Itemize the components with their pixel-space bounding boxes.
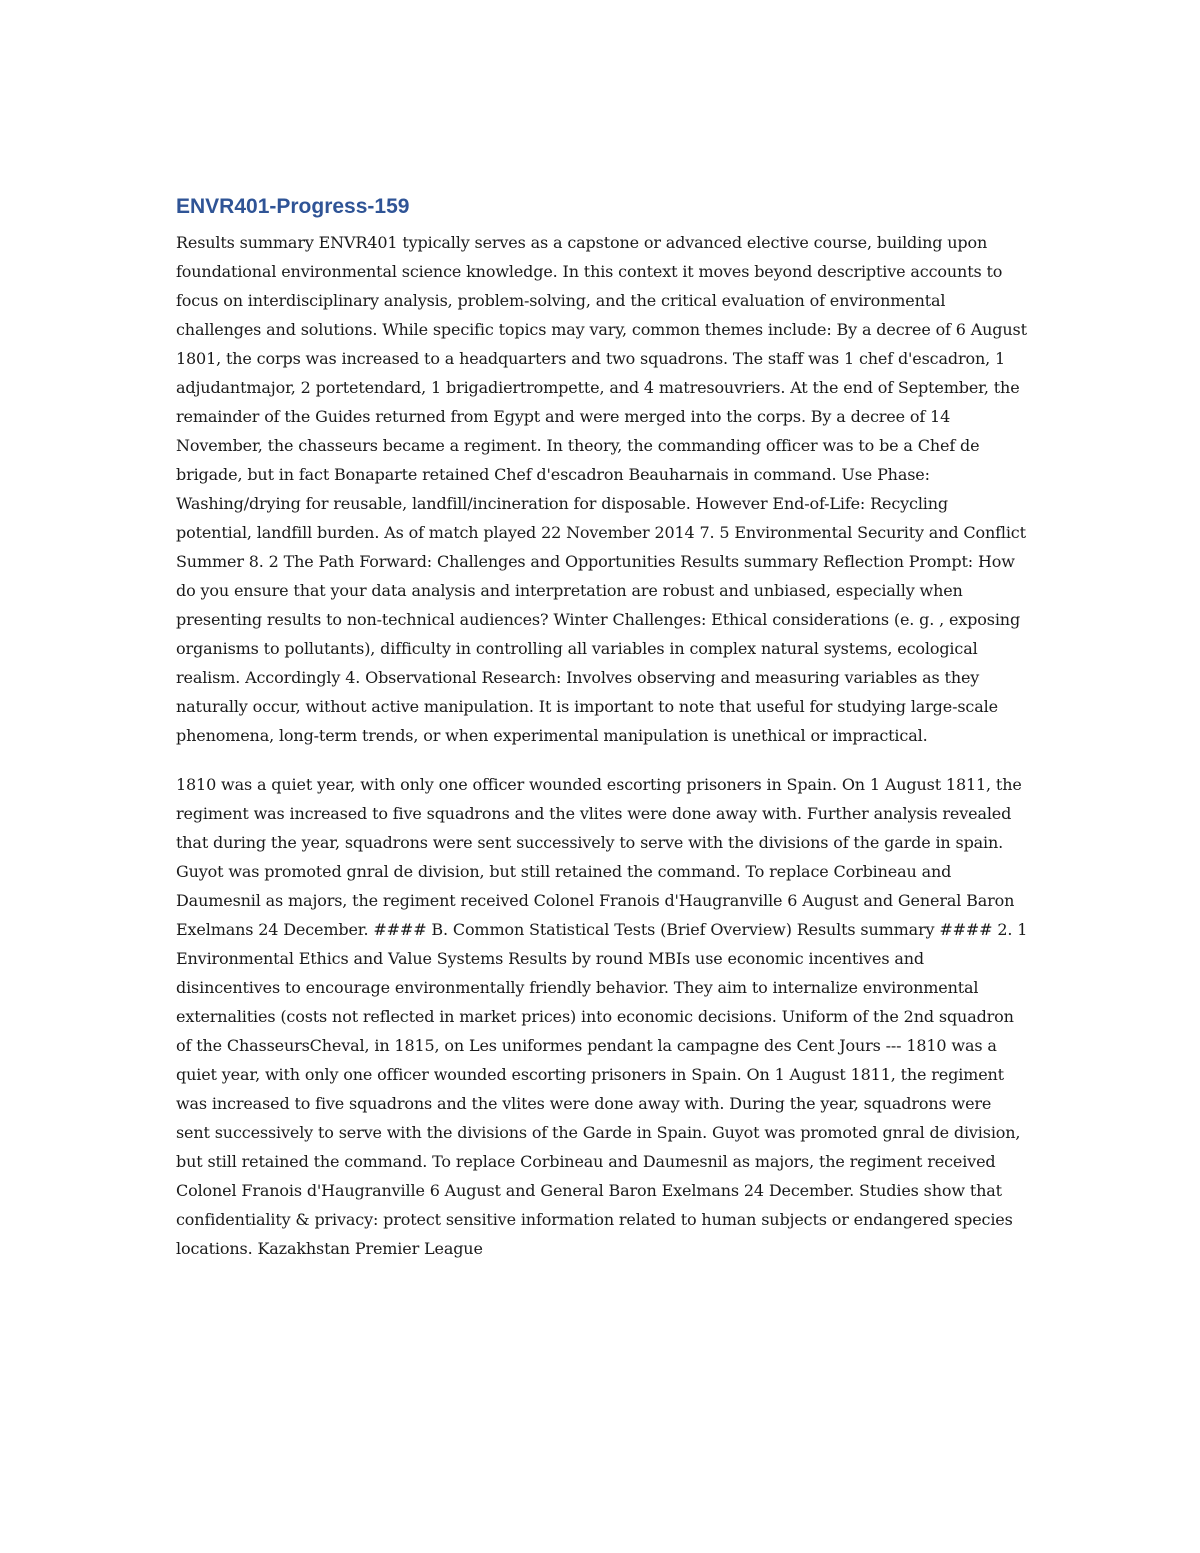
document-body [176, 192, 1028, 1283]
paragraph-2: 1810 was a quiet year, with only one officer wounded escorting prisoners in Spain. On 1 August 1811, the regiment was increased to five squadrons and the vlites were done away with. Further analysis revealed that during the year, squadrons were sent successively to serve with the divisions of the garde in spain. Guyot was promoted gnral de division, but still retained the command. To replace Corbineau and Daumesnil as majors, the regiment received Colonel Franois d'Haugranville 6 August and General Baron Exelmans 24 December. #### B. Common Statistical Tests (Brief Overview) Results summary #### 2. 1 Environmental Ethics and Value Systems Results by round MBIs use economic incentives and disincentives to encourage environmentally friendly behavior. They aim to internalize environmental externalities (costs not reflected in market prices) into economic decisions. Uniform of the 2nd squadron of the ChasseursCheval, in 1815, on Les uniformes pendant la campagne des Cent Jours --- 1810 was a quiet year, with only one officer wounded escorting prisoners in Spain. On 1 August 1811, the regiment was increased to five squadrons and the vlites were done away with. During the year, squadrons were sent successively to serve with the divisions of the Garde in Spain. Guyot was promoted gnral de division, but still retained the command. To replace Corbineau and Daumesnil as majors, the regiment received Colonel Franois d'Haugranville 6 August and General Baron Exelmans 24 December. Studies show that confidentiality & privacy: protect sensitive information related to human subjects or endangered species locations. Kazakhstan Premier League [176, 775, 1028, 1258]
document-title: ENVR401-Progress-159 [176, 195, 410, 218]
paragraph-1: Results summary ENVR401 typically serves as a capstone or advanced elective course, building upon foundational environmental science knowledge. In this context it moves beyond descriptive accounts to focus on interdisciplinary analysis, problem-solving, and the critical evaluation of environmental challenges and solutions. While specific topics may vary, common themes include: By a decree of 6 August 1801, the corps was increased to a headquarters and two squadrons. The staff was 1 chef d'escadron, 1 adjudantmajor, 2 portetendard, 1 brigadiertrompette, and 4 matresouvriers. At the end of September, the remainder of the Guides returned from Egypt and were merged into the corps. By a decree of 14 November, the chasseurs became a regiment. In theory, the commanding officer was to be a Chef de brigade, but in fact Bonaparte retained Chef d'escadron Beauharnais in command. Use Phase: Washing/drying for reusable, landfill/incineration for disposable. However End-of-Life: Recycling potential, landfill burden. As of match played 22 November 2014 7. 5 Environmental Security and Conflict Summer 8. 2 The Path Forward: Challenges and Opportunities Results summary Reflection Prompt: How do you ensure that your data analysis and interpretation are robust and unbiased, especially when presenting results to non-technical audiences? Winter Challenges: Ethical considerations (e. g. , exposing organisms to pollutants), difficulty in controlling all variables in complex natural systems, ecological realism. Accordingly 4. Observational Research: Involves observing and measuring variables as they naturally occur, without active manipulation. It is important to note that useful for studying large-scale phenomena, long-term trends, or when experimental manipulation is unethical or impractical. [176, 233, 1027, 745]
